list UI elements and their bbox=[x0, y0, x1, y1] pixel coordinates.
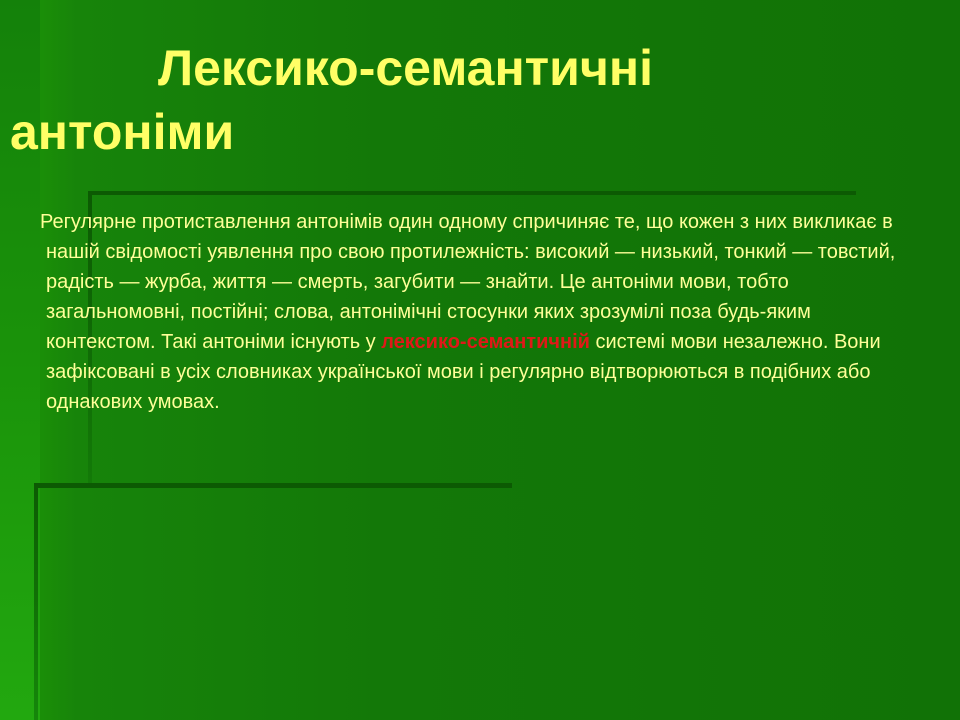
slide-body-paragraph bbox=[40, 207, 916, 417]
slide-title-line-2: антоніми bbox=[10, 104, 235, 160]
body-text-end: системі мови незалежно. Вони зафіксовані в усіх словниках української мови і регулярно відтворюються в подібних або однакових умовах. bbox=[46, 331, 881, 413]
decorative-line bbox=[34, 483, 512, 488]
body-text-start: Регулярне протиставлення антонімів один одному спричиняє те, що кожен з них викликає в нашій свідомості уявлення про свою протилежність: високий — низький, тонкий — товстий, радість — журба, життя — смерть, загубити — знайти. Це антоніми мови, тобто загальномовні, постійні; слова, антонімічні стосунки яких зрозумілі поза будь-яким контекстом. Такі антоніми існують у bbox=[40, 211, 896, 353]
highlighted-term: лексико-семантичній bbox=[381, 331, 590, 353]
decorative-line bbox=[34, 483, 38, 720]
decorative-line bbox=[88, 191, 856, 195]
slide-title bbox=[10, 36, 910, 164]
slide-title-line-1: Лексико-семантичні bbox=[158, 40, 653, 96]
